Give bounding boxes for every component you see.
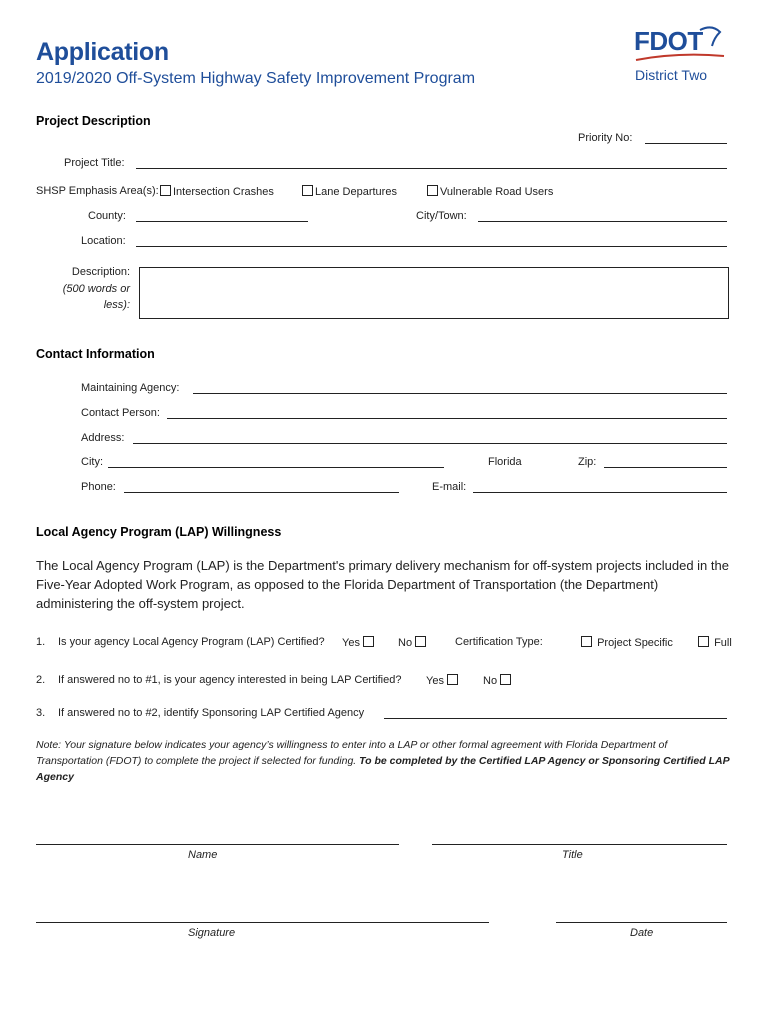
signature-caption: Signature (188, 927, 236, 939)
q2-text: If answered no to #1, is your agency interested in being LAP Certified? (58, 674, 402, 686)
q2-number: 2. (36, 674, 46, 686)
q1-yes-option[interactable]: Yes (342, 636, 376, 649)
logo-district: District Two (635, 67, 708, 83)
q1-text: Is your agency Local Agency Program (LAP) Certified? (58, 636, 325, 648)
q3-number: 3. (36, 707, 46, 719)
fdot-logo (628, 22, 728, 92)
signature-field[interactable] (36, 922, 489, 923)
cert-specific-option[interactable]: Project Specific (581, 636, 673, 649)
q2-no-option[interactable]: No (483, 674, 513, 687)
date-caption: Date (630, 927, 654, 939)
description-note-2: less): (103, 299, 130, 311)
priority-label: Priority No: (578, 132, 633, 144)
city-town-field[interactable] (478, 221, 727, 222)
email-label: E-mail: (432, 481, 467, 493)
maintaining-agency-label: Maintaining Agency: (81, 382, 180, 394)
contact-person-field[interactable] (167, 418, 727, 419)
cert-full-checkbox[interactable] (698, 636, 709, 647)
shsp-label: SHSP Emphasis Area(s): (36, 185, 159, 197)
note-plain: Note: Your signature below indicates your agency’s willingness to enter into a LAP or other formal agreement with Florida Department of Transportation (FDOT) to complete the project if selected for funding. (36, 739, 668, 767)
q2-no-checkbox[interactable] (500, 674, 511, 685)
description-note-1: (500 words or (62, 283, 130, 295)
cert-specific-checkbox[interactable] (581, 636, 592, 647)
contact-information-heading: Contact Information (36, 347, 155, 361)
address-field[interactable] (133, 443, 727, 444)
description-textarea[interactable] (139, 267, 729, 319)
shsp-lane-option[interactable]: Lane Departures (302, 185, 397, 198)
cert-type-label: Certification Type: (455, 636, 543, 648)
description-label: Description: (71, 266, 130, 278)
city-field[interactable] (108, 467, 444, 468)
signature-note (36, 737, 736, 785)
page-subtitle: 2019/2020 Off-System Highway Safety Improvement Program (36, 70, 476, 87)
county-field[interactable] (136, 221, 308, 222)
lane-departures-checkbox[interactable] (302, 185, 313, 196)
priority-field[interactable] (645, 143, 727, 144)
lap-paragraph: The Local Agency Program (LAP) is the Department's primary delivery mechanism for off-system projects included in the Five-Year Adopted Work Program, as opposed to the Florida Department of Transportation (the Department) administering the off-system project. (36, 558, 729, 611)
contact-person-label: Contact Person: (81, 407, 160, 419)
name-caption: Name (188, 849, 218, 861)
maintaining-agency-field[interactable] (193, 393, 727, 394)
cert-full-option[interactable]: Full (698, 636, 732, 649)
q1-no-checkbox[interactable] (415, 636, 426, 647)
title-caption: Title (562, 849, 583, 861)
q1-no-option[interactable]: No (398, 636, 428, 649)
logo-text: FDOT (634, 26, 703, 56)
city-town-label: City/Town: (416, 210, 467, 222)
address-label: Address: (81, 432, 125, 444)
email-field[interactable] (473, 492, 727, 493)
location-field[interactable] (136, 246, 727, 247)
note-bold: To be completed by the Certified LAP Agency or Sponsoring Certified LAP Agency (36, 755, 730, 783)
name-field[interactable] (36, 844, 399, 845)
title-field[interactable] (432, 844, 727, 845)
page-title: Application (36, 38, 169, 66)
project-description-heading: Project Description (36, 114, 151, 128)
q3-text: If answered no to #2, identify Sponsoring LAP Certified Agency (58, 707, 365, 719)
shsp-intersection-option[interactable]: Intersection Crashes (160, 185, 274, 198)
state-value: Florida (488, 456, 522, 468)
vulnerable-users-checkbox[interactable] (427, 185, 438, 196)
intersection-checkbox[interactable] (160, 185, 171, 196)
phone-field[interactable] (124, 492, 399, 493)
sponsoring-agency-field[interactable] (384, 718, 727, 719)
florida-swoosh-icon (628, 22, 728, 72)
phone-label: Phone: (81, 481, 116, 493)
county-label: County: (88, 210, 126, 222)
date-field[interactable] (556, 922, 727, 923)
lap-heading: Local Agency Program (LAP) Willingness (36, 525, 282, 539)
q2-yes-option[interactable]: Yes (426, 674, 460, 687)
q2-yes-checkbox[interactable] (447, 674, 458, 685)
q1-number: 1. (36, 636, 46, 648)
project-title-label: Project Title: (64, 157, 125, 169)
project-title-field[interactable] (136, 168, 727, 169)
zip-label: Zip: (578, 456, 597, 468)
location-label: Location: (81, 235, 126, 247)
city-label: City: (81, 456, 103, 468)
q1-yes-checkbox[interactable] (363, 636, 374, 647)
zip-field[interactable] (604, 467, 727, 468)
shsp-vulnerable-option[interactable]: Vulnerable Road Users (427, 185, 553, 198)
